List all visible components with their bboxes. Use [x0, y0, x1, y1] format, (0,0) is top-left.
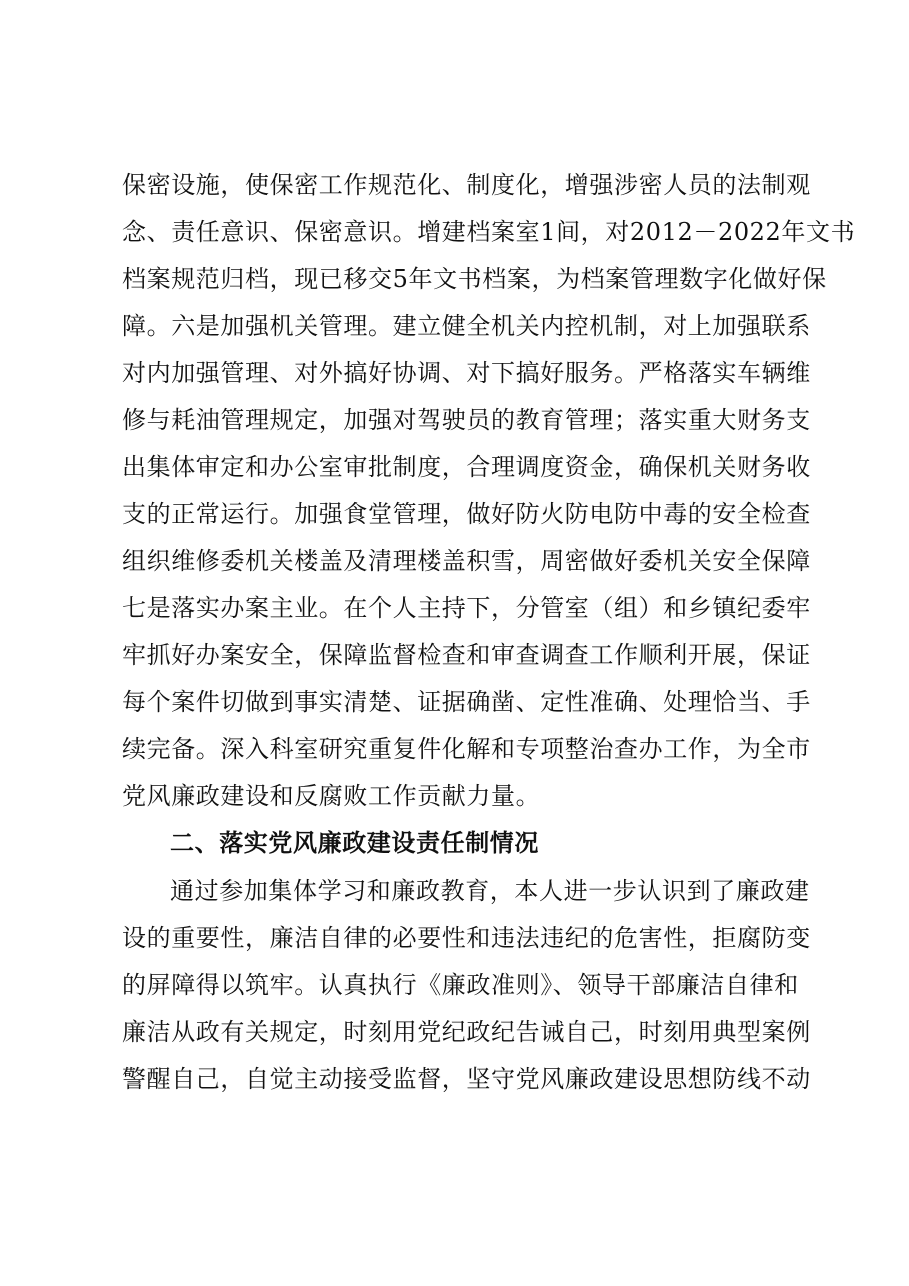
section-heading: 二、落实党风廉政建设责任制情况: [170, 829, 539, 857]
paragraph-line: 支的正常运行。加强食堂管理，做好防火防电防中毒的安全检查: [122, 500, 811, 528]
paragraph-line: 通过参加集体学习和廉政教育，本人进一步认识到了廉政建: [170, 877, 810, 905]
paragraph-line: 修与耗油管理规定，加强对驾驶员的教育管理；落实重大财务支: [122, 406, 811, 434]
paragraph-line: 续完备。深入科室研究重复件化解和专项整治查办工作，为全市: [122, 735, 811, 763]
paragraph-line: 廉洁从政有关规定，时刻用党纪政纪告诫自己，时刻用典型案例: [122, 1018, 811, 1046]
paragraph-line: 警醒自己，自觉主动接受监督，坚守党风廉政建设思想防线不动: [122, 1065, 811, 1093]
paragraph-line: 牢抓好办案安全，保障监督检查和审查调查工作顺利开展，保证: [122, 641, 811, 669]
paragraph-line: 出集体审定和办公室审批制度，合理调度资金，确保机关财务收: [122, 453, 811, 481]
paragraph-line: 设的重要性，廉洁自律的必要性和违法违纪的危害性，拒腐防变: [122, 924, 811, 952]
paragraph-line: 的屏障得以筑牢。认真执行《廉政准则》、领导干部廉洁自律和: [122, 971, 799, 999]
paragraph-line: 七是落实办案主业。在个人主持下，分管室（组）和乡镇纪委牢: [122, 594, 811, 622]
paragraph-line: 对内加强管理、对外搞好协调、对下搞好服务。严格落实车辆维: [122, 359, 811, 387]
paragraph-line: 档案规范归档，现已移交5年文书档案，为档案管理数字化做好保: [122, 265, 827, 293]
paragraph-line: 障。六是加强机关管理。建立健全机关内控机制，对上加强联系: [122, 312, 811, 340]
paragraph-line: 念、责任意识、保密意识。增建档案室1间，对2012－2022年文书: [122, 218, 856, 246]
paragraph-line: 保密设施，使保密工作规范化、制度化，增强涉密人员的法制观: [122, 171, 811, 199]
paragraph-line: 每个案件切做到事实清楚、证据确凿、定性准确、处理恰当、手: [122, 688, 811, 716]
paragraph-line: 党风廉政建设和反腐败工作贡献力量。: [122, 782, 541, 810]
paragraph-line: 组织维修委机关楼盖及清理楼盖积雪，周密做好委机关安全保障: [122, 547, 811, 575]
